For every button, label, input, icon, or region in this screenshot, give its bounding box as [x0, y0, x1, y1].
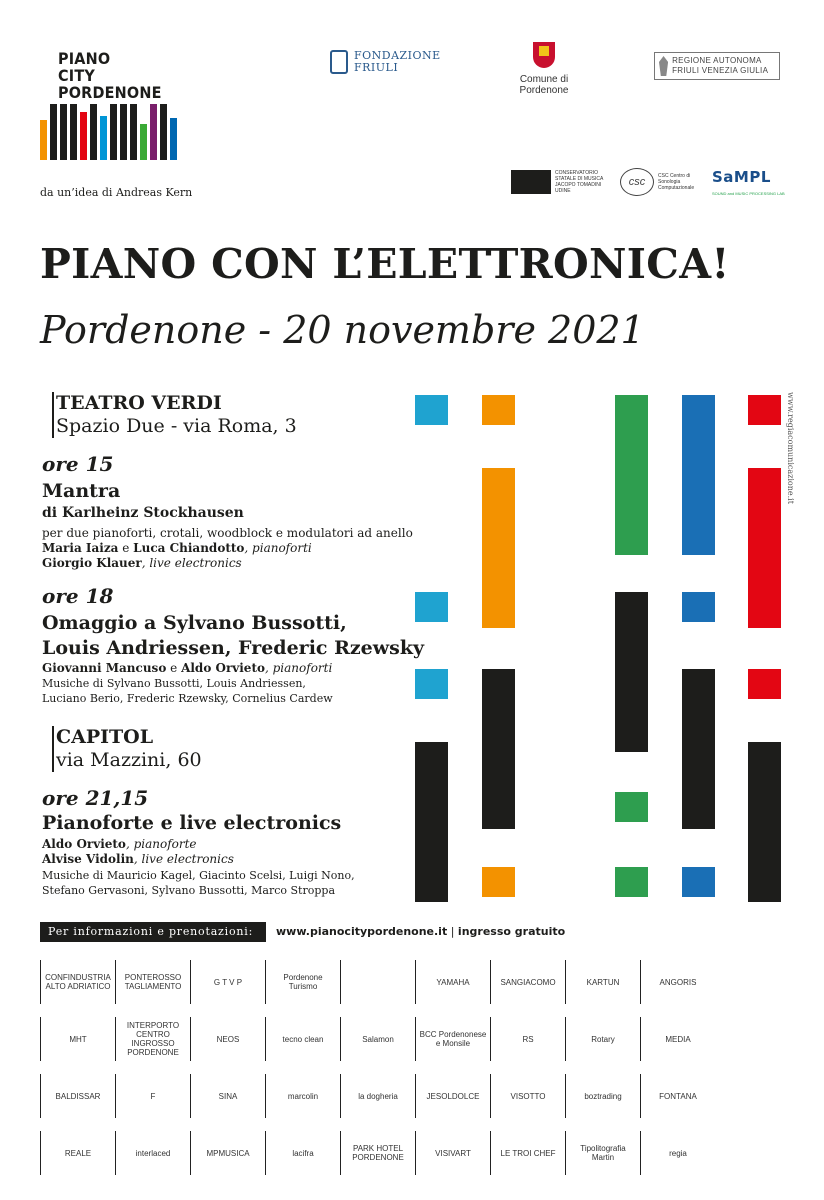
sponsor-logo: MPMUSICA: [190, 1131, 265, 1175]
logo-bar: [50, 104, 57, 160]
idea-credit: da un’idea di Andreas Kern: [40, 186, 193, 199]
info-links: [276, 922, 565, 942]
sponsor-logo: Rotary: [565, 1017, 640, 1061]
sponsor-logo: REALE: [40, 1131, 115, 1175]
fondazione-friuli-logo: [330, 48, 441, 76]
key-segment: [615, 592, 648, 752]
sponsor-logo: Salamon: [340, 1017, 415, 1061]
sponsor-logo: INTERPORTO CENTRO INGROSSO PORDENONE: [115, 1017, 190, 1061]
sponsor-row: [40, 1017, 784, 1069]
regione-label: REGIONE AUTONOMA FRIULI VENEZIA GIULIA: [672, 56, 769, 75]
logo-bar: [60, 104, 67, 160]
sponsor-logo: VISOTTO: [490, 1074, 565, 1118]
csc-logo: [620, 168, 704, 196]
piano-keys-graphic: [412, 392, 782, 902]
logo-line: PORDENONE: [58, 83, 162, 102]
logo-bar: [70, 104, 77, 160]
sponsor-logo: MEDIA: [640, 1017, 715, 1061]
logo-bar: [40, 120, 47, 160]
event-performers: [42, 852, 234, 867]
event-time: ore 15: [42, 452, 114, 476]
sponsor-logo: ANGORIS: [640, 960, 715, 1004]
sponsor-logo: PARK HOTEL PORDENONE: [340, 1131, 415, 1175]
venue-name: TEATRO VERDI: [56, 392, 222, 414]
conj: e: [166, 661, 182, 675]
event-music: Musiche di Mauricio Kagel, Giacinto Scelsi, Luigi Nono,: [42, 869, 355, 882]
sponsor-logo: VISIVART: [415, 1131, 490, 1175]
key-segment: [415, 669, 448, 699]
key-segment: [482, 468, 515, 628]
fondazione-icon: [330, 50, 348, 74]
sponsor-logo: F: [115, 1074, 190, 1118]
key-segment: [415, 742, 448, 902]
venue-name: CAPITOL: [56, 726, 154, 748]
regione-fvg-logo: [654, 52, 780, 80]
event-performers: [42, 556, 242, 571]
performer: Aldo Orvieto: [181, 661, 265, 675]
logo-bar: [90, 104, 97, 160]
conservatorio-icon: [511, 170, 551, 194]
coat-of-arms-icon: [533, 42, 555, 68]
key-segment: [748, 669, 781, 699]
event-performers: [42, 837, 197, 852]
free-entry: ingresso gratuito: [457, 925, 566, 938]
sponsor-grid: [40, 960, 784, 1188]
logo-bar: [150, 104, 157, 160]
sponsor-logo: G T V P: [190, 960, 265, 1004]
performer: Aldo Orvieto: [42, 837, 126, 851]
conservatorio-logo: [511, 170, 613, 194]
role: , pianoforti: [244, 541, 312, 555]
venue-teatro-verdi: [52, 392, 297, 438]
eagle-icon: [659, 56, 668, 76]
role: , pianoforti: [265, 661, 333, 675]
sponsor-logo: interlaced: [115, 1131, 190, 1175]
key-segment: [482, 867, 515, 897]
event-title: Louis Andriessen, Frederic Rzewsky: [42, 637, 425, 659]
key-segment: [682, 395, 715, 555]
event-music: Luciano Berio, Frederic Rzewsky, Cornelius Cardew: [42, 692, 333, 705]
key-segment: [682, 592, 715, 622]
sponsor-logo: NEOS: [190, 1017, 265, 1061]
logo-bar: [80, 112, 87, 160]
logo-line: CITY: [58, 66, 95, 85]
csc-icon: csc: [620, 168, 654, 196]
venue-address: via Mazzini, 60: [56, 749, 202, 771]
sponsor-logo: tecno clean: [265, 1017, 340, 1061]
sampl-sub: SOUND and MUSIC PROCESSING LAB: [712, 191, 785, 196]
key-segment: [682, 669, 715, 829]
sponsor-logo: SANGIACOMO: [490, 960, 565, 1004]
role: , live electronics: [141, 556, 242, 570]
logo-bar: [110, 104, 117, 160]
separator: |: [447, 925, 458, 938]
info-label: Per informazioni e prenotazioni:: [40, 922, 266, 942]
sponsor-logo: BCC Pordenonese e Monsile: [415, 1017, 490, 1061]
event-title: Omaggio a Sylvano Bussotti,: [42, 612, 347, 634]
sponsor-row: [40, 1074, 784, 1126]
event-time: ore 18: [42, 584, 114, 608]
key-segment: [748, 395, 781, 425]
key-segment: [615, 792, 648, 822]
sponsor-logo: Pordenone Turismo: [265, 960, 340, 1004]
logo-bar: [160, 104, 167, 160]
csc-label: CSC Centro di Sonologia Computazionale: [658, 173, 695, 191]
vertical-credit: www.regiacomunicazione.it: [786, 392, 795, 504]
sponsor-logo: BALDISSAR: [40, 1074, 115, 1118]
comune-label: Comune di Pordenone: [519, 74, 569, 96]
logo-bar: [130, 104, 137, 160]
sampl-label: SaMPL: [712, 168, 771, 186]
sponsor-logo: KARTUN: [565, 960, 640, 1004]
venue-address: Spazio Due - via Roma, 3: [56, 415, 297, 437]
key-segment: [482, 395, 515, 425]
performer: Maria Iaiza: [42, 541, 119, 555]
performer: Alvise Vidolin: [42, 852, 134, 866]
sponsor-logo: Tipolitografia Martin: [565, 1131, 640, 1175]
sponsor-logo: PONTEROSSO TAGLIAMENTO: [115, 960, 190, 1004]
key-segment: [415, 592, 448, 622]
sponsor-logo: [340, 960, 415, 1004]
sponsor-logo: la dogheria: [340, 1074, 415, 1118]
conj: e: [118, 541, 134, 555]
event-title: Pianoforte e live electronics: [42, 812, 342, 834]
sponsor-logo: JESOLDOLCE: [415, 1074, 490, 1118]
logo-bar: [140, 124, 147, 160]
piano-city-logo-text: [58, 50, 162, 101]
conservatorio-label: CONSERVATORIO STATALE DI MUSICA JACOPO TOMADINI UDINE: [555, 170, 604, 194]
event-performers: [42, 661, 332, 676]
sponsor-row: [40, 1131, 784, 1183]
key-segment: [482, 669, 515, 829]
event-composer: di Karlheinz Stockhausen: [42, 505, 244, 521]
event-music: Musiche di Sylvano Bussotti, Louis Andriessen,: [42, 677, 306, 690]
venue-capitol: [52, 726, 202, 772]
event-performers: [42, 541, 312, 556]
sponsor-logo: FONTANA: [640, 1074, 715, 1118]
sponsor-logo: RS: [490, 1017, 565, 1061]
logo-bar: [170, 118, 177, 160]
key-segment: [748, 468, 781, 628]
sponsor-logo: regia: [640, 1131, 715, 1175]
fondazione-label: FONDAZIONE FRIULI: [354, 49, 441, 74]
sponsor-logo: marcolin: [265, 1074, 340, 1118]
key-segment: [415, 395, 448, 425]
website-link[interactable]: www.pianocitypordenone.it: [276, 925, 448, 938]
event-title: Mantra: [42, 480, 121, 502]
sponsor-logo: MHT: [40, 1017, 115, 1061]
sponsor-logo: SINA: [190, 1074, 265, 1118]
key-segment: [615, 395, 648, 555]
page-title: PIANO CON L’ELETTRONICA!: [40, 240, 730, 288]
key-segment: [615, 867, 648, 897]
event-description: per due pianoforti, crotali, woodblock e modulatori ad anello: [42, 526, 413, 540]
key-segment: [748, 742, 781, 902]
sponsor-row: [40, 960, 784, 1012]
performer: Luca Chiandotto: [133, 541, 245, 555]
key-segment: [682, 867, 715, 897]
logo-line: PIANO: [58, 49, 111, 68]
role: , live electronics: [133, 852, 234, 866]
event-music: Stefano Gervasoni, Sylvano Bussotti, Marco Stroppa: [42, 884, 336, 897]
logo-bar: [120, 104, 127, 160]
sponsor-logo: LE TROI CHEF: [490, 1131, 565, 1175]
event-time: ore 21,15: [42, 786, 149, 810]
performer: Giorgio Klauer: [42, 556, 142, 570]
logo-bar: [100, 116, 107, 160]
piano-city-logo-bars: [40, 104, 180, 160]
sampl-logo: [712, 168, 785, 201]
sponsor-logo: boztrading: [565, 1074, 640, 1118]
comune-pordenone-logo: [498, 42, 590, 96]
sponsor-logo: YAMAHA: [415, 960, 490, 1004]
role: , pianoforte: [125, 837, 197, 851]
page-subtitle: Pordenone - 20 novembre 2021: [40, 308, 645, 352]
performer: Giovanni Mancuso: [42, 661, 167, 675]
sponsor-logo: CONFINDUSTRIA ALTO ADRIATICO: [40, 960, 115, 1004]
sponsor-logo: lacifra: [265, 1131, 340, 1175]
